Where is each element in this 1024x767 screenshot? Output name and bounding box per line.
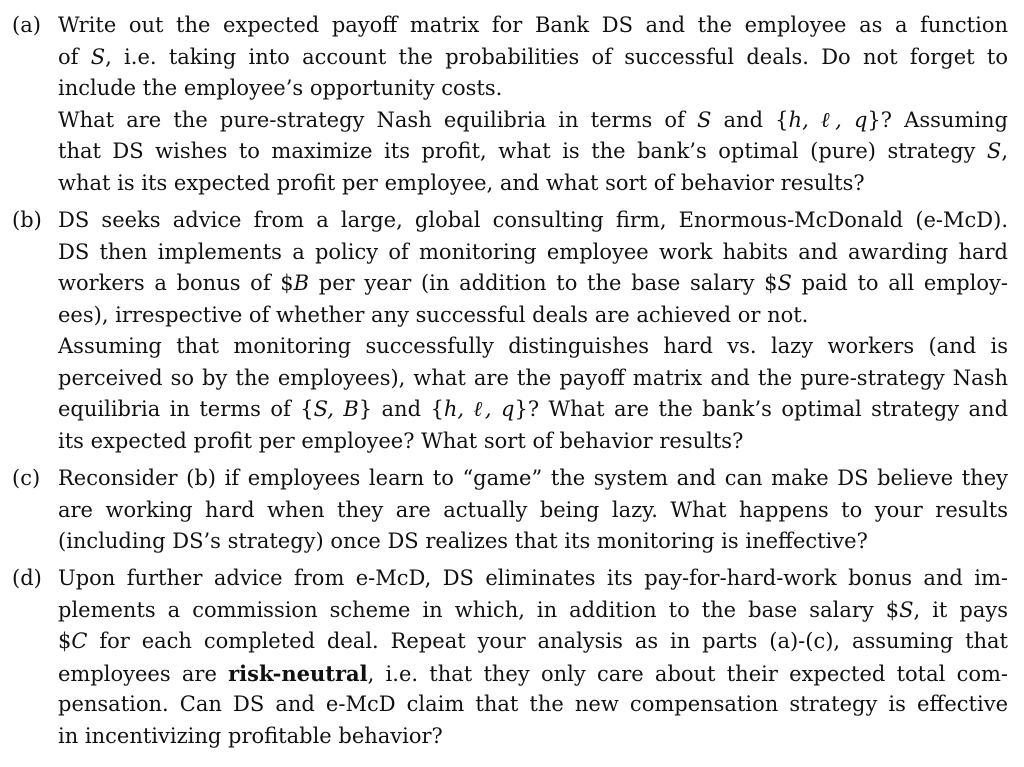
text-run: for each completed deal. Repeat your analysis as in parts (a)-(c), assuming that [87,629,1008,653]
part-c-label: (c) [12,466,41,490]
part-a-text-line [58,136,1008,168]
text-run: , i.e. that they only care about their expected total com- [367,661,1008,686]
math-symbol: h, ℓ, q [788,107,868,132]
text-run: per year (in addition to the base salary $ [309,271,778,295]
text-run: of [58,44,91,69]
text-run: What are the pure-strategy Nash equilibria in terms of [58,107,697,132]
text-run: in incentivizing profitable behavior? [58,723,443,748]
part-b-text-line [58,426,1008,458]
part-d-text-line [58,563,1008,595]
part-a-text-line [58,10,1008,42]
text-run: , it pays [913,597,1008,622]
part-b-text-line [58,205,1008,237]
math-symbol: B [293,271,310,295]
part-b-text-line [58,363,1008,395]
text-run: }? Assuming [867,107,1009,132]
text-run: DS then implements a policy of monitoring employee work habits and awarding hard [58,239,1008,264]
part-a-text-line [58,168,1008,200]
part-a-text-line [58,73,1008,105]
text-run: ees), irrespective of whether any successful deals are achieved or not. [58,302,809,327]
text-run: } and { [358,397,444,421]
math-symbol: h, ℓ, q [443,397,515,421]
bold-term: risk-neutral [228,660,368,686]
math-symbol: S [777,271,792,295]
math-symbol: S [90,44,106,69]
text-run: Write out the expected payoff matrix for Bank DS and the employee as a function [58,13,1008,37]
part-a-text-line [58,42,1008,74]
text-run: plements a commission scheme in which, in addition to the base salary $ [58,597,900,622]
part-c-text-line [58,495,1008,527]
text-run: , [1001,139,1008,163]
text-run: and { [711,107,789,132]
part-d-text-line [58,595,1008,627]
math-symbol: S [986,139,1002,163]
part-a-text-line [58,105,1008,137]
part-d-text-line [58,689,1008,721]
text-run: Assuming that monitoring successfully distinguishes hard vs. lazy workers (and is [58,334,1008,358]
text-run: that DS wishes to maximize its profit, what is the bank’s optimal (pure) strategy [58,139,987,163]
part-b-text-line [58,237,1008,269]
math-symbol: S [899,597,914,622]
part-d-text-line [58,721,1008,753]
text-run: are working hard when they are actually being lazy. What happens to your results [58,497,1008,522]
part-d-text-line [58,658,1008,690]
part-b-text-line [58,331,1008,363]
part-b-text-line [58,300,1008,332]
math-symbol: S [697,107,712,132]
part-c-text-line [58,463,1008,495]
part-d-text-line [58,626,1008,658]
text-run: (including DS’s strategy) once DS realizes that its monitoring is ineffective? [58,529,868,553]
text-run: what is its expected profit per employee, and what sort of behavior results? [58,170,865,195]
text-run: Upon further advice from e-McD, DS eliminates its pay-for-hard-work bonus and im- [58,566,1008,590]
text-run: pensation. Can DS and e-McD claim that the new compensation strategy is effective [58,692,1008,716]
part-c-text-line [58,526,1008,558]
text-run: perceived so by the employees), what are the payoff matrix and the pure-strategy Nash [58,365,1008,390]
text-run: Reconsider (b) if employees learn to “game” the system and can make DS believe they [58,466,1008,490]
text-run: }? What are the bank’s optimal strategy and [514,397,1009,421]
text-run: DS seeks advice from a large, global consulting firm, Enormous-McDonald (e-McD). [58,208,1008,232]
part-b-text-line [58,268,1008,300]
text-run: its expected profit per employee? What sort of behavior results? [58,428,744,453]
text-run: paid to all employ- [791,271,1008,295]
text-run: equilibria in terms of { [58,397,314,421]
text-run: employees are [58,661,229,686]
part-a-label: (a) [12,13,41,37]
text-run: , i.e. taking into account the probabilities of successful deals. Do not forget to [105,44,1008,69]
text-run: $ [58,629,72,653]
text-run: workers a bonus of $ [58,271,294,295]
part-b-label: (b) [12,208,42,232]
math-symbol: S, B [313,397,359,421]
part-d-label: (d) [12,566,42,590]
part-b-text-line [58,394,1008,426]
text-run: include the employee’s opportunity costs. [58,76,503,100]
math-symbol: C [71,629,88,653]
